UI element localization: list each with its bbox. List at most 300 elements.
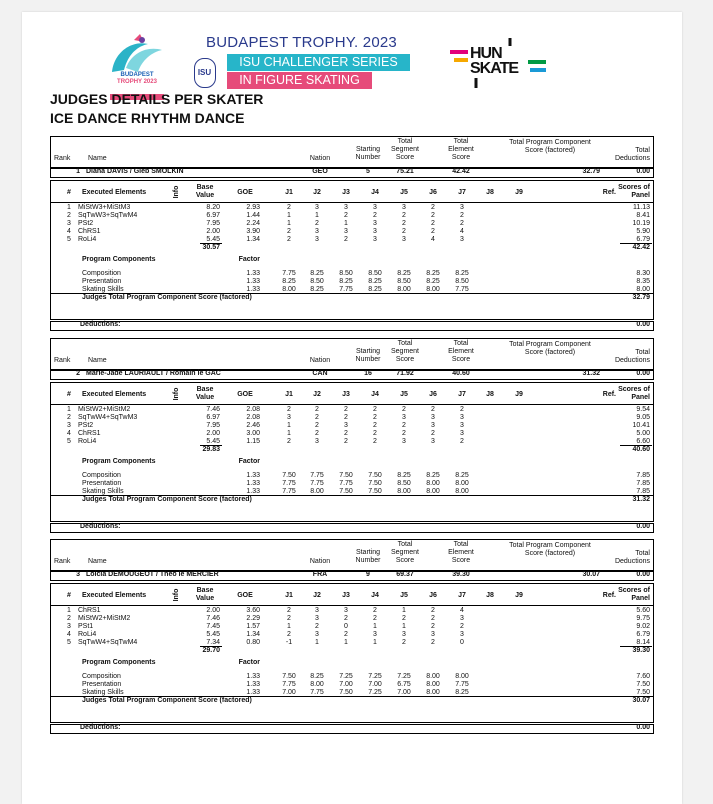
judge-header-4: J4	[371, 189, 379, 196]
deductions-box	[50, 523, 654, 533]
tss-header: Total	[397, 541, 413, 548]
element-header-rule	[50, 404, 654, 405]
goe-header: GOE	[237, 592, 253, 599]
element-judge-score: 1	[373, 639, 377, 646]
element-judge-score: 2	[402, 212, 406, 219]
executed-elements-header: Executed Elements	[82, 391, 147, 398]
name-header: Name	[88, 155, 107, 162]
tes-header-2: Element	[448, 549, 474, 556]
base-value-header-2: Value	[195, 595, 215, 602]
element-judge-score: 2	[315, 422, 319, 429]
element-num: 3	[67, 220, 71, 227]
element-name: PSt2	[78, 422, 94, 429]
element-goe: 1.34	[246, 631, 260, 638]
component-judge-score: 8.00	[455, 480, 469, 487]
element-judge-score: 2	[460, 438, 464, 445]
element-base-value: 2.00	[206, 228, 220, 235]
element-base-value: 7.34	[206, 639, 220, 646]
skater-ded: 0.00	[636, 168, 650, 175]
element-judge-score: 2	[373, 615, 377, 622]
element-name: MiStW2+MiStM2	[78, 406, 131, 413]
component-judge-score: 8.00	[426, 673, 440, 680]
element-judge-score: 2	[373, 438, 377, 445]
element-judge-score: 2	[373, 607, 377, 614]
component-judge-score: 6.75	[397, 681, 411, 688]
judge-header-5: J5	[400, 592, 408, 599]
element-panel-score: 8.41	[636, 212, 650, 219]
element-panel-total: 39.30	[632, 647, 650, 654]
element-judge-score: 3	[315, 228, 319, 235]
component-judge-score: 8.00	[426, 286, 440, 293]
pcs-header-2: Score (factored)	[524, 147, 576, 154]
deductions-label: Deductions:	[80, 321, 121, 328]
component-judge-score: 8.50	[368, 270, 382, 277]
judge-header-9: J9	[515, 592, 523, 599]
component-judge-score: 8.25	[455, 270, 469, 277]
deductions-value: 0.00	[636, 321, 650, 328]
deductions-label: Deductions:	[80, 523, 121, 530]
segment-title: ICE DANCE RHYTHM DANCE	[50, 110, 245, 126]
ref-header: Ref.	[602, 592, 616, 599]
component-factor: 1.33	[246, 480, 260, 487]
element-goe: 3.00	[246, 430, 260, 437]
judge-header-7: J7	[458, 189, 466, 196]
element-name: ChRS1	[78, 228, 101, 235]
pcs-header: Total Program Component	[509, 542, 591, 549]
element-panel-total: 42.42	[632, 244, 650, 251]
element-judge-score: 3	[431, 631, 435, 638]
element-base-value: 7.45	[206, 623, 220, 630]
ref-header: Ref.	[602, 391, 616, 398]
element-judge-score: 2	[460, 220, 464, 227]
pcs-header: Total Program Component	[509, 341, 591, 348]
element-num: 1	[67, 607, 71, 614]
judge-header-5: J5	[400, 189, 408, 196]
component-factor: 1.33	[246, 689, 260, 696]
skater-ded: 0.00	[636, 370, 650, 377]
element-judge-score: 2	[315, 430, 319, 437]
judges-total-pcs-label: Judges Total Program Component Score (factored)	[82, 294, 252, 301]
element-header-rule	[50, 202, 654, 203]
element-judge-score: 2	[431, 430, 435, 437]
element-judge-score: 2	[287, 438, 291, 445]
name-header: Name	[88, 558, 107, 565]
element-judge-score: 2	[402, 615, 406, 622]
judge-header-4: J4	[371, 391, 379, 398]
element-name: RoLi4	[78, 631, 97, 638]
element-judge-score: 2	[460, 406, 464, 413]
element-judge-score: 3	[431, 414, 435, 421]
element-num: 2	[67, 414, 71, 421]
element-judge-score: 2	[431, 607, 435, 614]
judges-total-pcs-value: 30.07	[632, 697, 650, 704]
skater-pcs: 32.79	[582, 168, 600, 175]
judge-header-7: J7	[458, 391, 466, 398]
element-panel-score: 9.02	[636, 623, 650, 630]
element-judge-score: 3	[460, 414, 464, 421]
component-judge-score: 8.25	[310, 286, 324, 293]
deductions-label: Deductions:	[80, 724, 121, 731]
component-panel-score: 7.85	[636, 472, 650, 479]
element-base-value: 5.45	[206, 631, 220, 638]
element-judge-score: 2	[373, 422, 377, 429]
component-panel-score: 8.35	[636, 278, 650, 285]
rank-header: Rank	[54, 155, 71, 162]
element-name: SqTwW3+SqTwM4	[78, 212, 138, 219]
skater-name: Diana DAVIS / Gleb SMOLKIN	[86, 168, 184, 175]
element-judge-score: 2	[287, 607, 291, 614]
component-judge-score: 8.50	[455, 278, 469, 285]
tss-header-3: Score	[395, 154, 415, 161]
component-factor: 1.33	[246, 488, 260, 495]
ded-header: Total	[635, 349, 650, 356]
element-judge-score: 3	[315, 631, 319, 638]
isu-logo	[194, 58, 216, 88]
component-name: Skating Skills	[82, 286, 124, 293]
tes-header-3: Score	[451, 356, 471, 363]
series-subbanner: IN FIGURE SKATING	[227, 72, 372, 89]
factor-header: Factor	[238, 458, 260, 465]
element-judge-score: 1	[315, 639, 319, 646]
element-judge-score: 3	[431, 438, 435, 445]
element-goe: 0.80	[246, 639, 260, 646]
element-judge-score: 3	[315, 615, 319, 622]
component-factor: 1.33	[246, 681, 260, 688]
component-judge-score: 7.75	[310, 689, 324, 696]
element-judge-score: 2	[431, 228, 435, 235]
component-judge-score: 8.50	[397, 278, 411, 285]
tes-header: Total	[453, 138, 469, 145]
element-base-value: 5.45	[206, 438, 220, 445]
element-judge-score: 3	[402, 438, 406, 445]
element-judge-score: 1	[315, 212, 319, 219]
element-name: SqTwW4+SqTwM3	[78, 414, 138, 421]
nation-header: Nation	[309, 155, 331, 162]
element-judge-score: 1	[344, 220, 348, 227]
element-judge-score: 4	[431, 236, 435, 243]
element-base-value: 2.00	[206, 607, 220, 614]
component-factor: 1.33	[246, 286, 260, 293]
element-panel-score: 8.14	[636, 639, 650, 646]
element-judge-score: 2	[287, 204, 291, 211]
element-base-value: 2.00	[206, 430, 220, 437]
element-name: RoLi4	[78, 236, 97, 243]
rank-header: Rank	[54, 558, 71, 565]
starting-number-header-2: Number	[355, 356, 381, 363]
component-judge-score: 8.25	[310, 673, 324, 680]
element-judge-score: 1	[287, 623, 291, 630]
judge-header-8: J8	[486, 592, 494, 599]
goe-header: GOE	[237, 189, 253, 196]
component-judge-score: 8.25	[426, 472, 440, 479]
judge-header-3: J3	[342, 391, 350, 398]
element-judge-score: 2	[315, 414, 319, 421]
element-base-value: 7.95	[206, 220, 220, 227]
element-panel-score: 9.05	[636, 414, 650, 421]
element-goe: 2.08	[246, 414, 260, 421]
component-name: Skating Skills	[82, 488, 124, 495]
component-panel-score: 7.50	[636, 689, 650, 696]
component-judge-score: 7.50	[339, 488, 353, 495]
element-judge-score: 2	[315, 220, 319, 227]
score-sheet-page	[22, 12, 682, 804]
element-num: 2	[67, 212, 71, 219]
skater-name: Marie-Jade LAURIAULT / Romain le GAC	[86, 370, 221, 377]
component-panel-score: 7.50	[636, 681, 650, 688]
element-judge-score: 1	[344, 639, 348, 646]
element-header-rule	[50, 605, 654, 606]
component-name: Composition	[82, 673, 121, 680]
base-value-total: 29.70	[202, 647, 220, 654]
component-judge-score: 8.00	[426, 689, 440, 696]
tes-header: Total	[453, 340, 469, 347]
info-header: Info	[173, 185, 180, 199]
panel-header: Scores of	[618, 386, 650, 393]
element-judge-score: 2	[460, 623, 464, 630]
element-judge-score: 3	[373, 204, 377, 211]
tes-header-3: Score	[451, 557, 471, 564]
judges-total-pcs-label: Judges Total Program Component Score (factored)	[82, 697, 252, 704]
judge-header-8: J8	[486, 391, 494, 398]
component-name: Presentation	[82, 681, 122, 688]
element-judge-score: 2	[431, 623, 435, 630]
element-judge-score: 2	[344, 236, 348, 243]
component-judge-score: 8.25	[310, 270, 324, 277]
skater-tes: 42.42	[452, 168, 470, 175]
element-judge-score: 2	[402, 228, 406, 235]
judge-header-9: J9	[515, 189, 523, 196]
skater-rank: 1	[76, 168, 80, 175]
factor-header: Factor	[238, 256, 260, 263]
component-judge-score: 8.25	[368, 278, 382, 285]
element-judge-score: 3	[460, 615, 464, 622]
base-value-header-2: Value	[195, 192, 215, 199]
element-num: 2	[67, 615, 71, 622]
element-judge-score: 3	[344, 228, 348, 235]
element-judge-score: 1	[287, 220, 291, 227]
element-judge-score: 3	[402, 204, 406, 211]
element-judge-score: 2	[373, 406, 377, 413]
component-judge-score: 7.00	[282, 689, 296, 696]
ded-header: Total	[635, 147, 650, 154]
element-judge-score: 1	[373, 623, 377, 630]
element-judge-score: 3	[431, 422, 435, 429]
tss-header-3: Score	[395, 557, 415, 564]
element-panel-score: 6.79	[636, 631, 650, 638]
component-judge-score: 7.75	[310, 480, 324, 487]
judge-header-5: J5	[400, 391, 408, 398]
rank-header: Rank	[54, 357, 71, 364]
factor-header: Factor	[238, 659, 260, 666]
component-judge-score: 8.00	[426, 480, 440, 487]
tss-header-2: Segment	[390, 348, 420, 355]
element-panel-score: 10.41	[632, 422, 650, 429]
element-judge-score: 1	[287, 430, 291, 437]
element-panel-score: 10.19	[632, 220, 650, 227]
element-judge-score: 2	[402, 406, 406, 413]
deductions-box	[50, 724, 654, 734]
judge-header-4: J4	[371, 592, 379, 599]
component-factor: 1.33	[246, 278, 260, 285]
starting-number-header: Starting	[355, 549, 381, 556]
pcs-header: Total Program Component	[509, 139, 591, 146]
component-judge-score: 8.00	[397, 286, 411, 293]
element-panel-score: 5.00	[636, 430, 650, 437]
judge-header-6: J6	[429, 391, 437, 398]
component-judge-score: 7.25	[368, 673, 382, 680]
panel-header: Scores of	[618, 587, 650, 594]
tes-header-2: Element	[448, 348, 474, 355]
tes-header-3: Score	[451, 154, 471, 161]
element-name: ChRS1	[78, 607, 101, 614]
element-judge-score: 3	[460, 422, 464, 429]
element-judge-score: 2	[431, 220, 435, 227]
skater-tss: 69.37	[396, 571, 414, 578]
element-name: PSt1	[78, 623, 94, 630]
component-judge-score: 7.75	[455, 286, 469, 293]
element-judge-score: 2	[373, 430, 377, 437]
element-judge-score: 2	[431, 406, 435, 413]
starting-number-header: Starting	[355, 348, 381, 355]
element-num: 5	[67, 639, 71, 646]
component-judge-score: 7.75	[339, 286, 353, 293]
element-panel-score: 5.60	[636, 607, 650, 614]
element-judge-score: 2	[402, 220, 406, 227]
element-panel-score: 6.79	[636, 236, 650, 243]
judge-header-2: J2	[313, 592, 321, 599]
executed-elements-header: Executed Elements	[82, 592, 147, 599]
component-judge-score: 7.25	[339, 673, 353, 680]
component-judge-score: 8.00	[426, 488, 440, 495]
element-judge-score: 2	[287, 228, 291, 235]
element-num: 3	[67, 623, 71, 630]
judge-header-6: J6	[429, 592, 437, 599]
component-judge-score: 8.00	[310, 681, 324, 688]
judges-total-pcs-label: Judges Total Program Component Score (factored)	[82, 496, 252, 503]
pcs-total-rule	[50, 696, 654, 697]
element-judge-score: 3	[460, 204, 464, 211]
base-value-header: Base	[196, 587, 214, 594]
element-judge-score: 2	[402, 639, 406, 646]
base-value-header: Base	[196, 184, 214, 191]
element-judge-score: 2	[402, 422, 406, 429]
pcs-header-2: Score (factored)	[524, 550, 576, 557]
skater-nation: CAN	[312, 370, 328, 377]
component-name: Presentation	[82, 278, 122, 285]
element-judge-score: 2	[344, 212, 348, 219]
judge-header-7: J7	[458, 592, 466, 599]
component-judge-score: 8.25	[455, 472, 469, 479]
base-value-total-rule	[200, 646, 222, 647]
skater-starting-number: 9	[366, 571, 370, 578]
component-name: Composition	[82, 472, 121, 479]
element-goe: 2.46	[246, 422, 260, 429]
component-judge-score: 7.75	[282, 681, 296, 688]
element-name: MiStW3+MiStM3	[78, 204, 131, 211]
element-judge-score: 2	[315, 623, 319, 630]
component-judge-score: 7.75	[282, 480, 296, 487]
ref-header: Ref.	[602, 189, 616, 196]
element-judge-score: 3	[402, 631, 406, 638]
panel-total-rule	[620, 445, 652, 446]
starting-number-header-2: Number	[355, 154, 381, 161]
judges-total-pcs-value: 32.79	[632, 294, 650, 301]
element-judge-score: 3	[402, 414, 406, 421]
element-num: 4	[67, 631, 71, 638]
deductions-value: 0.00	[636, 523, 650, 530]
element-judge-score: 2	[431, 204, 435, 211]
element-judge-score: 2	[431, 615, 435, 622]
element-judge-score: 2	[344, 406, 348, 413]
event-title: BUDAPEST TROPHY. 2023	[206, 34, 397, 51]
element-num: 4	[67, 228, 71, 235]
component-judge-score: 7.50	[282, 472, 296, 479]
element-panel-total: 40.60	[632, 446, 650, 453]
element-base-value: 6.97	[206, 414, 220, 421]
element-num: 5	[67, 236, 71, 243]
element-judge-score: 2	[344, 414, 348, 421]
judge-header-1: J1	[285, 391, 293, 398]
starting-number-header-2: Number	[355, 557, 381, 564]
element-goe: 1.44	[246, 212, 260, 219]
pcs-total-rule	[50, 293, 654, 294]
element-base-value: 7.95	[206, 422, 220, 429]
element-num: 3	[67, 422, 71, 429]
skater-starting-number: 5	[366, 168, 370, 175]
component-judge-score: 7.50	[368, 480, 382, 487]
skater-starting-number: 16	[364, 370, 372, 377]
judge-header-1: J1	[285, 189, 293, 196]
element-judge-score: 3	[287, 414, 291, 421]
judge-header-3: J3	[342, 189, 350, 196]
element-judge-score: 3	[315, 438, 319, 445]
component-judge-score: 8.25	[455, 689, 469, 696]
element-panel-score: 11.13	[633, 204, 650, 211]
element-goe: 3.60	[246, 607, 260, 614]
element-judge-score: 3	[402, 236, 406, 243]
component-judge-score: 7.50	[368, 488, 382, 495]
tss-header: Total	[397, 340, 413, 347]
element-judge-score: 3	[460, 430, 464, 437]
component-judge-score: 7.50	[282, 673, 296, 680]
element-num: 1	[67, 406, 71, 413]
tes-header: Total	[453, 541, 469, 548]
component-name: Presentation	[82, 480, 122, 487]
skater-tss: 75.21	[396, 168, 414, 175]
element-judge-score: 4	[460, 228, 464, 235]
component-judge-score: 8.25	[426, 278, 440, 285]
panel-total-rule	[620, 646, 652, 647]
component-panel-score: 7.60	[636, 673, 650, 680]
element-goe: 2.93	[246, 204, 260, 211]
component-factor: 1.33	[246, 472, 260, 479]
component-judge-score: 7.00	[339, 681, 353, 688]
panel-header-2: Panel	[631, 595, 650, 602]
component-judge-score: 7.75	[282, 270, 296, 277]
deductions-value: 0.00	[636, 724, 650, 731]
judge-header-8: J8	[486, 189, 494, 196]
component-judge-score: 8.25	[426, 270, 440, 277]
element-name: ChRS1	[78, 430, 101, 437]
component-judge-score: 7.50	[339, 689, 353, 696]
element-judge-score: 3	[460, 631, 464, 638]
tss-header-2: Segment	[390, 549, 420, 556]
judge-header-1: J1	[285, 592, 293, 599]
skater-tes: 40.60	[452, 370, 470, 377]
element-goe: 2.08	[246, 406, 260, 413]
element-num-header: #	[67, 391, 71, 398]
judge-header-3: J3	[342, 592, 350, 599]
